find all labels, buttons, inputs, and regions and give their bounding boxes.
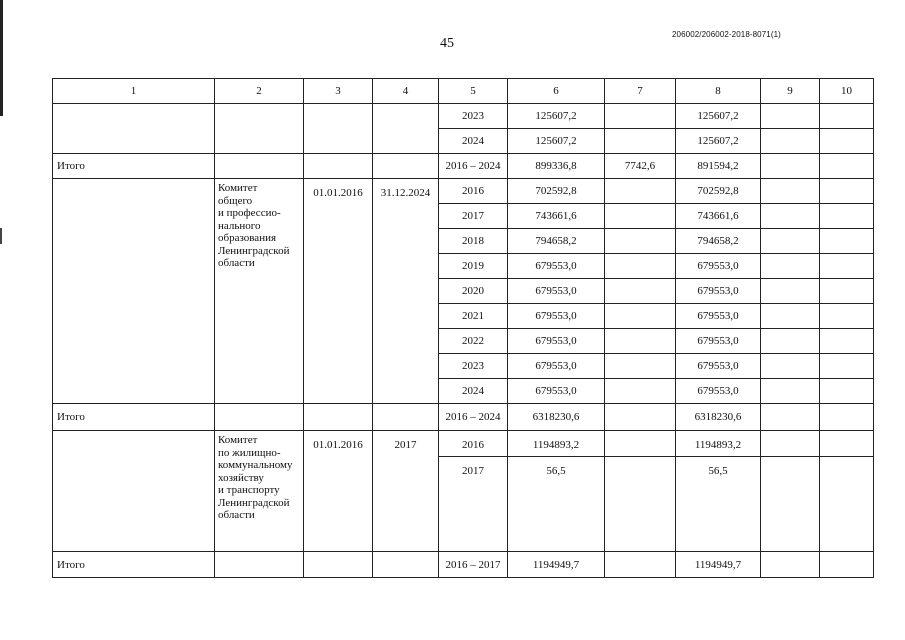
empty-cell [820,204,874,229]
start-date-cell: 01.01.2016 [304,179,373,404]
budget-table [52,78,874,578]
amount-total-cell: 679553,0 [508,279,605,304]
header-cell: 6 [508,79,605,104]
empty-cell [215,404,304,431]
empty-cell [304,404,373,431]
amount-total-cell: 125607,2 [508,129,605,154]
org-line: области [218,257,255,269]
empty-cell [761,179,820,204]
amount-total-cell: 743661,6 [508,204,605,229]
amount-regional-cell: 679553,0 [676,279,761,304]
table-row [53,179,874,204]
empty-cell [215,104,304,154]
amount-federal-cell: 7742,6 [605,154,676,179]
empty-cell [761,279,820,304]
amount-total-cell: 1194893,2 [508,431,605,457]
period-cell: 2016 – 2017 [439,552,508,578]
empty-cell [605,354,676,379]
empty-cell [761,154,820,179]
year-cell: 2019 [439,254,508,279]
empty-cell [820,279,874,304]
amount-regional-cell: 1194949,7 [676,552,761,578]
year-cell: 2016 [439,431,508,457]
header-cell: 1 [53,79,215,104]
amount-regional-cell: 794658,2 [676,229,761,254]
empty-cell [820,129,874,154]
amount-total-cell: 899336,8 [508,154,605,179]
org-line: коммунальному [218,459,293,471]
header-cell: 2 [215,79,304,104]
empty-cell [605,279,676,304]
empty-cell [605,304,676,329]
empty-cell [605,329,676,354]
amount-total-cell: 679553,0 [508,354,605,379]
total-row [53,404,874,431]
empty-cell [53,431,215,552]
start-date-cell: 01.01.2016 [304,431,373,552]
empty-cell [761,254,820,279]
empty-cell [820,552,874,578]
amount-total-cell: 679553,0 [508,254,605,279]
year-cell: 2017 [439,204,508,229]
empty-cell [761,431,820,457]
org-line: по жилищно- [218,446,281,459]
empty-cell [761,457,820,552]
header-cell: 9 [761,79,820,104]
empty-cell [373,404,439,431]
amount-regional-cell: 679553,0 [676,304,761,329]
amount-total-cell: 1194949,7 [508,552,605,578]
empty-cell [304,104,373,154]
empty-cell [820,154,874,179]
amount-regional-cell: 743661,6 [676,204,761,229]
empty-cell [820,431,874,457]
year-cell: 2024 [439,379,508,404]
year-cell: 2024 [439,129,508,154]
amount-total-cell: 794658,2 [508,229,605,254]
total-label: Итого [53,552,215,578]
amount-regional-cell: 679553,0 [676,354,761,379]
year-cell: 2018 [439,229,508,254]
year-cell: 2023 [439,354,508,379]
table-row [53,431,874,457]
empty-cell [820,304,874,329]
year-cell: 2016 [439,179,508,204]
header-row [53,79,874,104]
header-cell: 3 [304,79,373,104]
amount-regional-cell: 1194893,2 [676,431,761,457]
amount-total-cell: 679553,0 [508,379,605,404]
empty-cell [761,104,820,129]
empty-cell [605,129,676,154]
scan-mark [0,228,2,244]
empty-cell [820,404,874,431]
empty-cell [53,179,215,404]
org-line: области [218,509,255,521]
org-line: нального [218,219,261,232]
empty-cell [605,254,676,279]
empty-cell [820,354,874,379]
header-cell: 8 [676,79,761,104]
org-line: Комитет [218,434,258,446]
page-number: 45 [440,36,454,51]
year-cell: 2017 [439,457,508,552]
org-line: образования [218,232,277,244]
amount-total-cell: 6318230,6 [508,404,605,431]
amount-regional-cell: 679553,0 [676,254,761,279]
header-cell: 5 [439,79,508,104]
total-row [53,552,874,578]
organization-cell [215,431,304,552]
amount-total-cell: 125607,2 [508,104,605,129]
amount-regional-cell: 56,5 [676,457,761,552]
period-cell: 2016 – 2024 [439,154,508,179]
empty-cell [373,104,439,154]
header-cell: 7 [605,79,676,104]
amount-total-cell: 679553,0 [508,304,605,329]
empty-cell [820,179,874,204]
org-line: хозяйству [218,471,264,484]
empty-cell [373,552,439,578]
total-label: Итого [53,404,215,431]
amount-regional-cell: 125607,2 [676,129,761,154]
amount-regional-cell: 679553,0 [676,329,761,354]
empty-cell [605,204,676,229]
amount-regional-cell: 125607,2 [676,104,761,129]
empty-cell [820,254,874,279]
org-line: Ленинградской [218,496,290,509]
empty-cell [304,154,373,179]
org-line: и транспорту [218,484,280,496]
empty-cell [53,104,215,154]
empty-cell [605,229,676,254]
year-cell: 2023 [439,104,508,129]
empty-cell [761,379,820,404]
amount-regional-cell: 702592,8 [676,179,761,204]
empty-cell [820,104,874,129]
empty-cell [605,179,676,204]
empty-cell [761,129,820,154]
end-date-cell: 31.12.2024 [373,179,439,404]
empty-cell [761,404,820,431]
year-cell: 2021 [439,304,508,329]
amount-regional-cell: 6318230,6 [676,404,761,431]
amount-regional-cell: 891594,2 [676,154,761,179]
end-date-cell: 2017 [373,431,439,552]
empty-cell [820,457,874,552]
empty-cell [605,552,676,578]
empty-cell [215,154,304,179]
empty-cell [761,354,820,379]
year-cell: 2020 [439,279,508,304]
empty-cell [761,229,820,254]
amount-total-cell: 679553,0 [508,329,605,354]
empty-cell [761,304,820,329]
scan-edge [0,0,3,116]
header-cell: 10 [820,79,874,104]
empty-cell [761,204,820,229]
empty-cell [605,379,676,404]
org-line: Ленинградской [218,244,290,257]
empty-cell [820,229,874,254]
total-row [53,154,874,179]
empty-cell [605,104,676,129]
empty-cell [605,404,676,431]
empty-cell [761,552,820,578]
empty-cell [761,329,820,354]
org-line: общего [218,194,253,207]
empty-cell [605,431,676,457]
empty-cell [820,379,874,404]
amount-total-cell: 56,5 [508,457,605,552]
organization-cell [215,179,304,404]
empty-cell [605,457,676,552]
empty-cell [215,552,304,578]
header-cell: 4 [373,79,439,104]
org-line: Комитет [218,182,258,194]
empty-cell [304,552,373,578]
document-code: 206002/206002-2018-8071(1) [672,30,781,39]
amount-total-cell: 702592,8 [508,179,605,204]
empty-cell [820,329,874,354]
period-cell: 2016 – 2024 [439,404,508,431]
empty-cell [373,154,439,179]
amount-regional-cell: 679553,0 [676,379,761,404]
year-cell: 2022 [439,329,508,354]
table-row [53,104,874,129]
total-label: Итого [53,154,215,179]
org-line: и профессио- [218,207,281,219]
